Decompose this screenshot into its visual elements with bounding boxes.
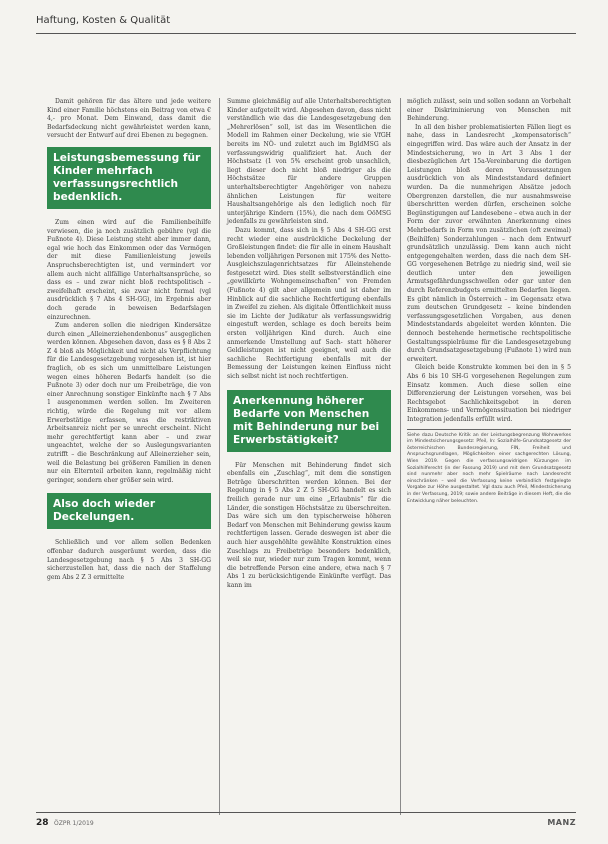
footer-divider: [36, 812, 576, 813]
text-column-2: [227, 98, 391, 591]
section-heading: Also doch wieder Deckelungen.: [47, 493, 211, 529]
page-header: [0, 0, 608, 40]
header-divider: [36, 33, 576, 34]
footnotes: [407, 429, 571, 506]
page-footer: [36, 812, 576, 830]
column-divider: [400, 98, 401, 815]
publisher-logo: MANZ: [547, 818, 576, 827]
text-column-3: [407, 98, 571, 505]
paragraph: Zum einen wird auf die Familienbeihilfe verwiesen, die ja noch zusätzlich gebühre (vgl die Fußnote 4). Diese Leistung steht aber immer dann, egal wie hoch das Einkommen oder das Vermögen der mit diese Familienleistung jeweils Anspruchsberechtigten ist, und vermindert vor allem auch nicht allfällige Unterhaltsansprüche, so dass es – und zwar nicht bloß rechtspolitisch – zweifelhaft erscheint, sie zwar nicht formal (vgl ausdrücklich § 7 Abs 4 SH-GG), im Ergebnis aber doch gerade in beweisen Bedarfslagen einzurechnen.: [47, 218, 211, 321]
paragraph: möglich zulässt, sein und sollen sodann an Vorbehalt einer Diskriminierung von Menschen mit Behinderung.: [407, 98, 571, 123]
text-column-1: [47, 98, 211, 582]
page-number: 28: [36, 818, 49, 828]
paragraph: Damit gehören für das ältere und jede weitere Kind einer Familie höchstens ein Beitrag von etwa € 4,- pro Monat. Dem Einwand, dass damit die Bedarfsdeckung nicht gewährleistet werden kann, versucht der Entwurf auf drei Ebenen zu begegnen.: [47, 98, 211, 140]
paragraph: Dazu kommt, dass sich in § 5 Abs 4 SH-GG erst recht wieder eine ausdrückliche Deckelung der Großleistungen findet: die für alle in einem Haushalt lebenden volljährigen Personen mit 175% des Netto-Ausgleichszulagenrichtsatzes für Alleinstehende festgesetzt wird. Dies stellt selbstverständlich eine „gewillkürte Wohngemeinschaften“ von Fremden (Fußnote 4) gilt aber allgemein und ist daher im Hinblick auf die sachliche Rechtfertigung ebenfalls in Zweifel zu ziehen. Als digitale Öffentlichkeit muss sie im Lichte der Judikatur als verfassungswidrig eingestuft werden, schlage es doch bereits beim ersten volljährigen Kind durch. Auch eine anmerkende Umstellung auf Sach- statt höherer Geldleistungen ist nicht geeignet, weil auch die sachliche Rechtfertigung ebenfalls mit der Bemessung der Leistungen keinen Einfluss nicht sich selbst nicht ist noch rechtfertigen.: [227, 226, 391, 380]
column-divider: [219, 98, 220, 815]
paragraph: Gleich beide Konstrukte kommen bei den in § 5 Abs 6 bis 10 SH-G vorgesehenen Regelungen zum Einsatz kommen. Auch diese sollen eine Differenzierung der Leistungen vorsehen, was bei Rechtsgebot Sachlichkeitsgebot in deren Einkommens- und Vermögenssituation bei niedriger Integration jedenfalls erfüllt wird.: [407, 364, 571, 423]
paragraph: Summe gleichmäßig auf alle Unterhaltsberechtigten Kinder aufgeteilt wird. Abgesehen davon, dass nicht verständlich wie das die Landesgesetzgebung den „Mehrerlösen“ soll, ist das im Wesentlichen die Modell im Rahmen einer Deckelung, wie sie VfGH bereits im NÖ- und zuletzt auch im BgldMSG als verfassungswidrig qualifiziert hat. Auch der Höchstsatz (1 von 5% erscheint grob unsachlich, liegt dieser doch nicht bloß niedriger als die Höchstsätze für andere Gruppen unterhaltsberechtigter Angehöriger von nahezu ähnlichen Leistungen für weitere Haushaltsangehörige als den lediglich noch für unterjährige Kindern (15%), die nach dem OöMSG jedenfalls zu gewährleisten sind.: [227, 98, 391, 226]
paragraph: Schließlich und vor allem sollen Bedenken offenbar dadurch ausgeräumt werden, dass die Landesgesetzgebung nach § 5 Abs 3 SH-GG sicherzustellen hat, dass die nach der Staffelung gem Abs 2 Z 3 ermittelte: [47, 539, 211, 581]
paragraph: Für Menschen mit Behinderung findet sich ebenfalls ein „Zuschlag“, mit dem die sonstigen Beträge überschritten werden können. Bei der Regelung in § 5 Abs 2 Z 5 SH-GG handelt es sich freilich gerade nur um eine „Erlaubnis“ für die Länder, die sonstigen Höchstsätze zu überschreiten. Das wäre sich um den typischerweise höheren Bedarf von Menschen mit Behinderung gewiss kaum rechtfertigen lassen. Gerade deswegen ist aber die auch hier ausgehöhlte gewählte Konstruktion eines Zuschlags zu Freibeträge besonders bedenklich, weil sie nur, wieder nur zum Tragen kommt, wenn die betreffende Person eine andere, etwa nach § 7 Abs 1 zu berücksichtigende Einkünfte verfügt. Das kann im: [227, 461, 391, 589]
paragraph: In all den bisher problematisierten Fällen liegt es nahe, dass in Landesrecht „kompensatorisch“ eingegriffen wird. Das wäre auch der Ansatz in der Mindestsicherung, wo in Art 3 Abs 1 der diesbezüglichen Art 15a-Vereinbarung die dortigen Leistungen bloß deren Voraussetzungen ausdrücklich von als Mindeststandard definiert wurden. Da die nunmehrigen Absätze jedoch Obergrenzen darstellen, die nur ausnahmsweise überschritten werden dürfen, erscheinen solche Begünstigungen auf Landesebene – etwa auch in der Form der zuvor erwähnten Anerkennung eines Mehrbedarfs in Form von zusätzlichen (oft zweimal) (Beihilfen) Sonderzahlungen – nach dem Entwurf grundsätzlich unzulässig. Dem kann auch nicht entgegengehalten werden, dass die nach dem SH-GG vorgesehenen Beträge zu niedrig sind, weil sie deutlich unter den jeweiligen Armutsgefährdungsschwellen oder gar unter den durch Referenzbudgets ermittelten Bedarfen liegen. Es gibt nämlich in Österreich – im Gegensatz etwa zum deutschen Grundgesetz – keine bindenden verfassungsgesetzlichen Vorgaben, aus denen Mindeststandards abgeleitet werden könnten. Die dennoch bestehende hermetische rechtspolitische Gestaltungsspielräume für die Landesgesetzgebung durch Grundsatzgesetzgebung (Fußnote 1) wird nun erweitert.: [407, 123, 571, 363]
section-heading: Anerkennung höherer Bedarfe von Menschen mit Behinderung nur bei Erwerbstätigkeit?: [227, 390, 391, 452]
publication-label: ÖZPR 1/2019: [54, 820, 94, 827]
section-heading: Leistungsbemessung für Kinder mehrfach verfassungsrechtlich bedenklich.: [47, 147, 211, 209]
paragraph: Zum anderen sollen die niedrigen Kindersätze durch einen „Alleinerziehendenbonus“ ausgeglichen werden können. Abgesehen davon, dass es § 8 Abs 2 Z 4 bloß als Möglichkeit und nicht als Verpflichtung für die Landesgesetzgebung vorgesehen ist, ist hier fraglich, ob es sich um unmittelbare Leistungen wegen eines höheren Bedarfs handelt (so die Fußnote 3) oder doch nur um Freibeträge, die von einer Anrechnung sonstiger Einkünfte nach § 7 Abs 1 ausgenommen werden sollen. Im Zweiteren richtig, würde die Regelung mit vor allem Erwerbstätige erfassen, was die restriktiven Arbeitsanreiz nicht per se unrecht erscheint. Nicht mehr gerechtfertigt kann aber – und zwar ungeachtet, welche der so Auslegungsvarianten zutrifft – die Beschränkung auf Alleinerzieher sein, weil die Belastung bei größeren Familien in denen nur ein Elternteil arbeiten kann, regelmäßig nicht geringer, sondern eher größer sein wird.: [47, 322, 211, 484]
footnote-text: Siehe dazu Deutsche Kritik an der Leistungsbegrenzung Wohnwerkes im Mindestsicherungsgesetz: Pfeil, In: Sozialhilfe-Grundsatzgesetz der österreichischen Bundesregierung, FIN, Freiheit und Anspruchsgrundlagen, Möglichkeiten einer sachgerechten Lösung, Wien 2019. Gegen die verfassungswidrigen Kürzungen im Sozialhilferecht (in der Fassung 2019) und mit dem Grundsatzgesetz sind nunmehr aber noch mehr Spielräume nach Landesrecht einschränken – weil die Verfassung keine verbindlich festgelegte Vorgabe zur Höhe ausgestaltet. Vgl dazu auch Pfeil, Mindestsicherung in der Verfassung, 2019; sowie andere Beiträge in diesem Heft, die die Entwicklung näher beleuchten.: [407, 432, 571, 504]
section-title: Haftung, Kosten & Qualität: [36, 15, 171, 26]
